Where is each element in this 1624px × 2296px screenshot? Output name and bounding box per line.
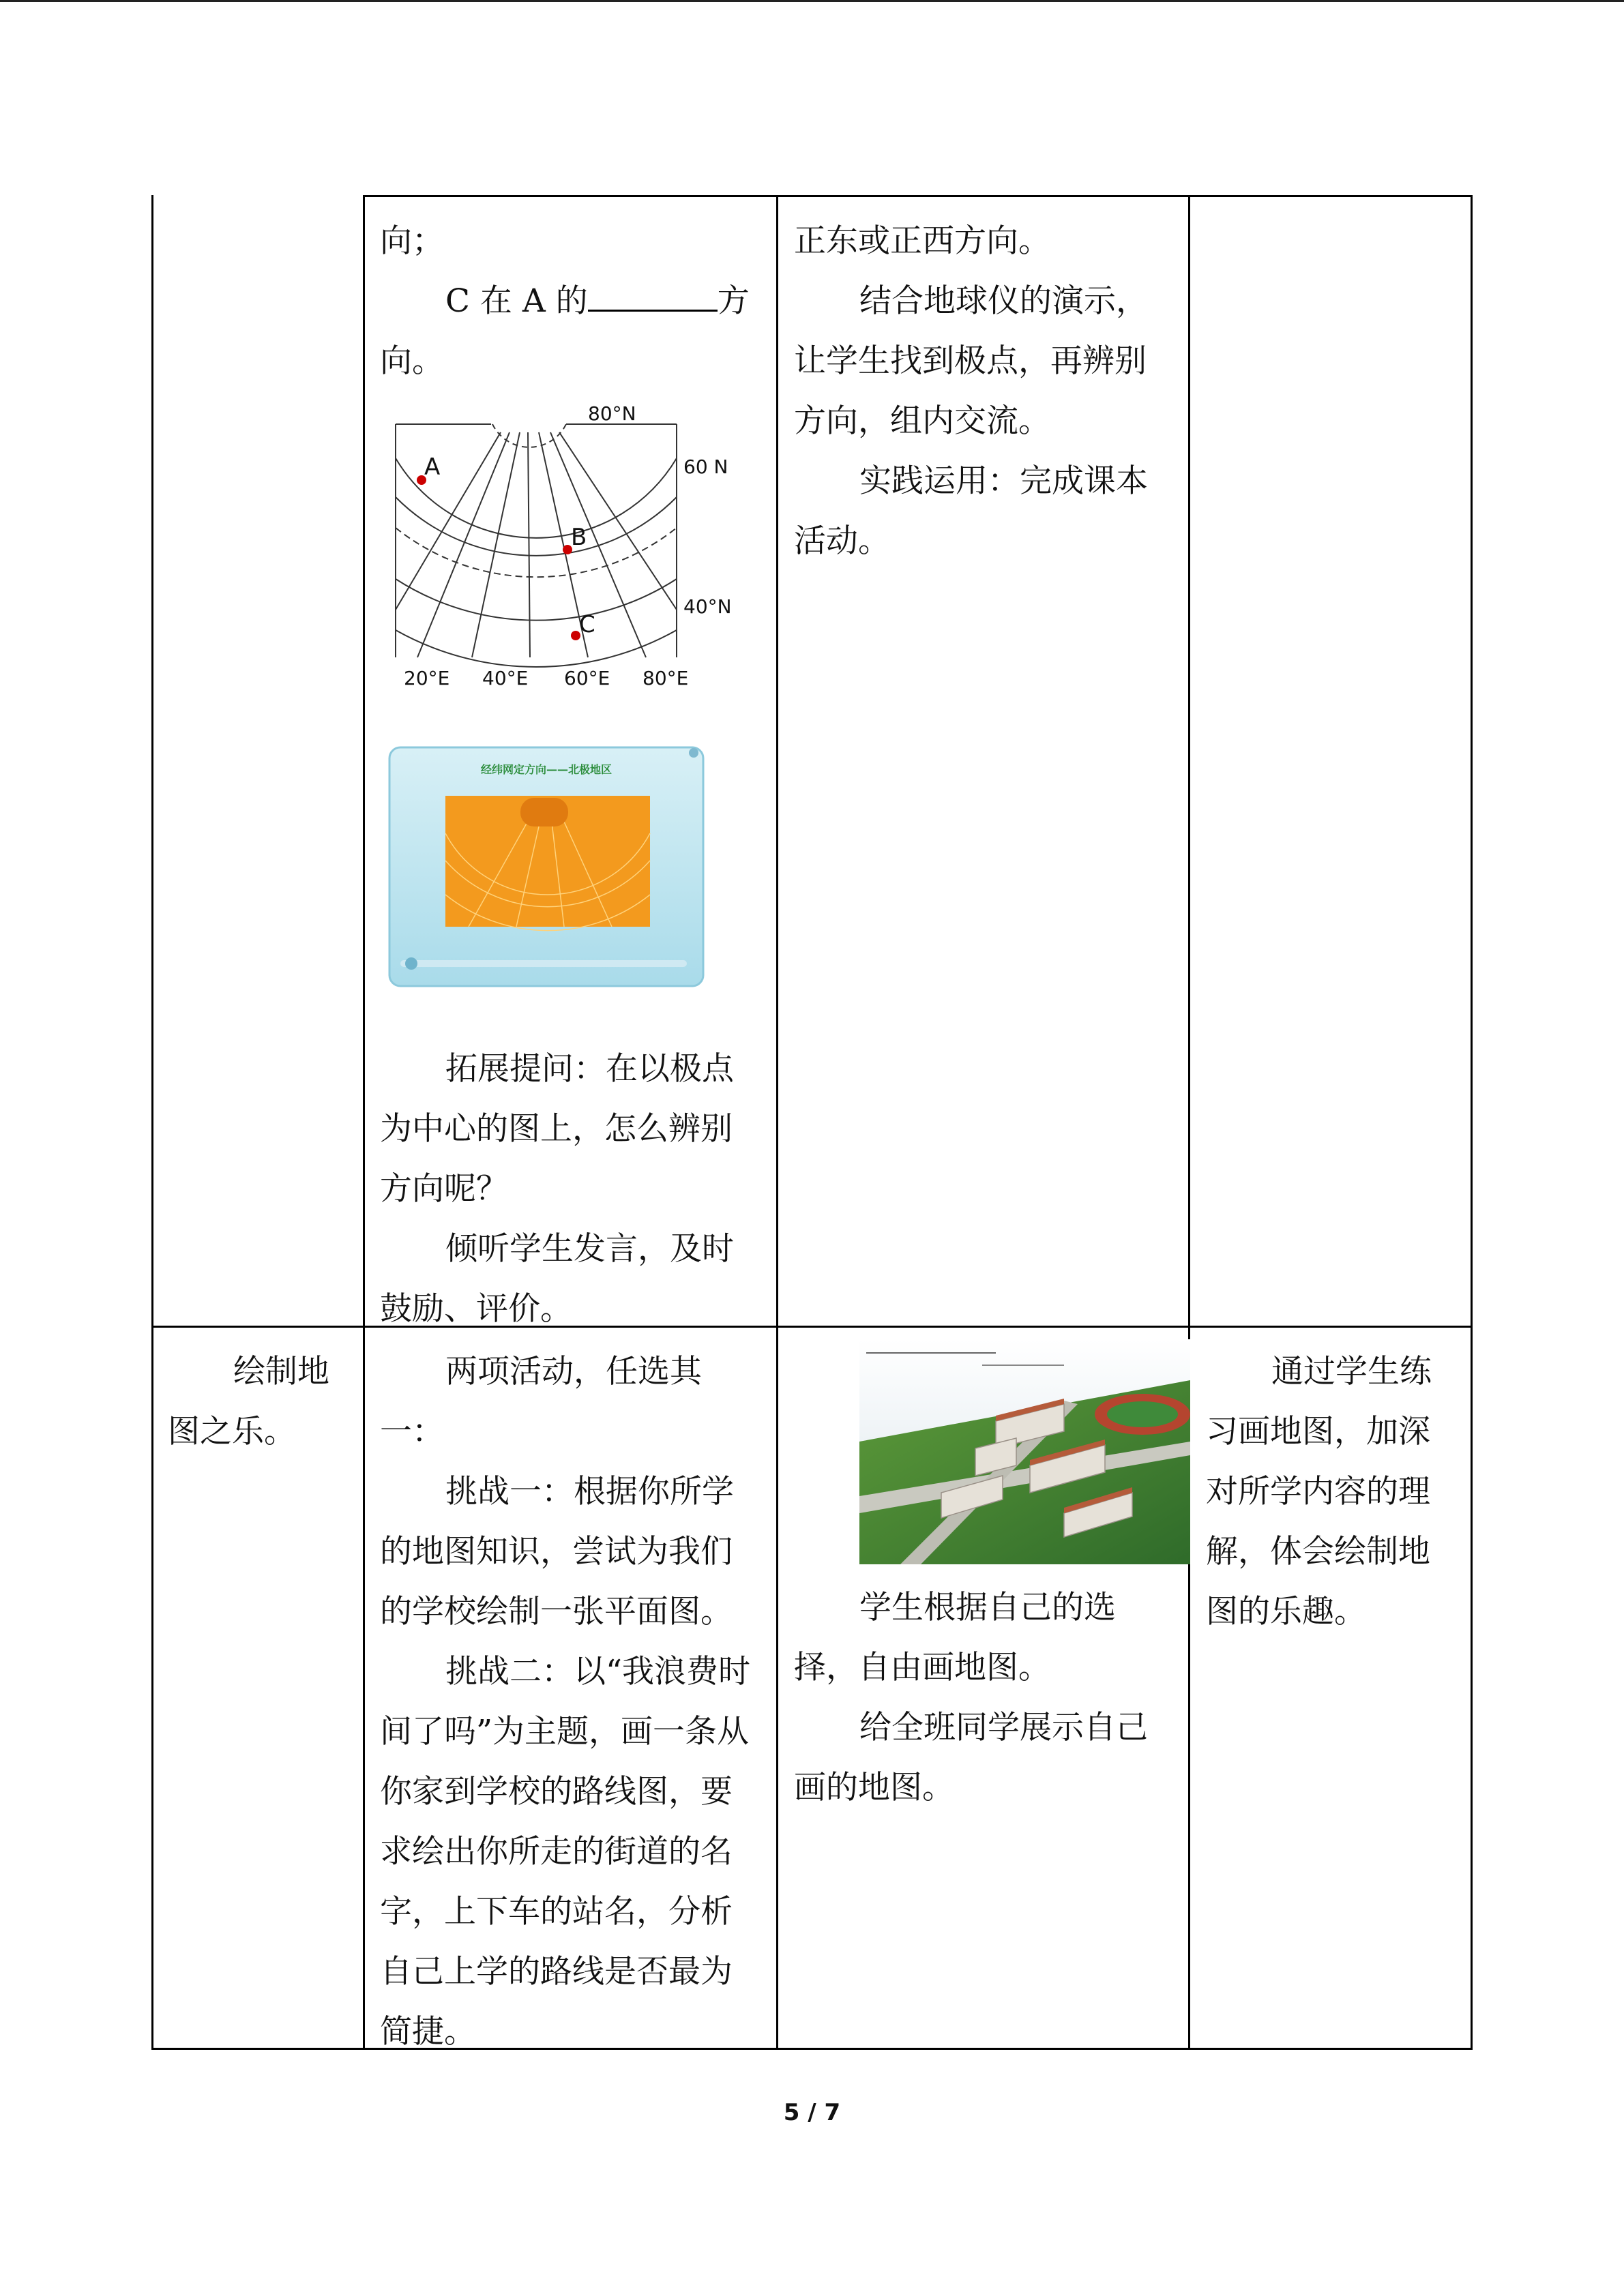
point-a-label: A [424,453,441,481]
lon-80-label: 80°E [643,667,689,689]
challenge-two: 挑战二：以“我浪费时间了吗”为主题，画一条从你家到学校的路线图，要求绘出你所走的街道的名字，上下车的站名，分析自己上学的路线是否最为简捷。 [380,1653,751,2051]
point-b-label: B [571,524,587,551]
table-border-left [151,195,153,2050]
lat-80-label: 80°N [588,405,636,425]
section-title: 绘制地图之乐。 [168,1353,329,1450]
lat-40-label: 40°N [683,595,732,618]
table-top-partial [363,195,1473,197]
listen-text: 倾听学生发言，及时鼓励、评价。 [380,1230,734,1328]
lon-60-label: 60°E [564,667,610,689]
lat-60-label: 60 N [683,456,728,478]
row2-col3 [794,1342,1176,1818]
polar-grid-map [383,405,738,691]
table-divider-3 [1188,195,1190,2050]
text-practice: 实践运用：完成课本活动。 [794,462,1148,560]
page-top-border [0,0,1624,2]
table-bottom [151,2048,1473,2050]
lon-40-label: 40°E [482,667,529,689]
extension-question: 拓展提问：在以极点为中心的图上，怎么辨别方向呢？ [380,1050,734,1208]
row1-col3 [794,211,1176,571]
answer-blank [588,271,718,312]
row-divider [151,1326,1473,1328]
lon-20-label: 20°E [404,667,450,689]
student-show: 给全班同学展示自己画的地图。 [794,1709,1148,1806]
row2-col4 [1206,1342,1460,1642]
table-divider-2 [776,195,778,2050]
text-globe-demo: 结合地球仪的演示，让学生找到极点，再辨别方向，组内交流。 [794,282,1148,440]
page-number: 5 / 7 [783,2099,841,2126]
school-aerial-image [859,1339,1190,1564]
text-line: 向。 [380,342,444,380]
question-c: C 在 A 的 方 [380,271,758,331]
table-divider-1 [363,195,365,2050]
screen-title: 经纬网定方向——北极地区 [480,763,612,776]
row2-col2 [380,1342,762,2062]
lesson-table [151,195,1473,2050]
student-choice: 学生根据自己的选择，自由画地图。 [794,1589,1116,1686]
activity-intro: 两项活动，任选其一： [380,1353,702,1450]
point-c-label: C [579,611,595,638]
challenge-one: 挑战一：根据你所学的地图知识，尝试为我们的学校绘制一张平面图。 [380,1473,734,1630]
text-line: 向； [380,222,444,260]
table-border-right [1471,195,1473,2050]
purpose-text: 通过学生练习画地图，加深对所学内容的理解，体会绘制地图的乐趣。 [1206,1353,1432,1630]
courseware-screenshot [387,745,714,990]
row2-col1 [168,1342,353,1462]
row1-col2 [380,211,758,1339]
text-east-west: 正东或正西方向。 [794,222,1050,260]
